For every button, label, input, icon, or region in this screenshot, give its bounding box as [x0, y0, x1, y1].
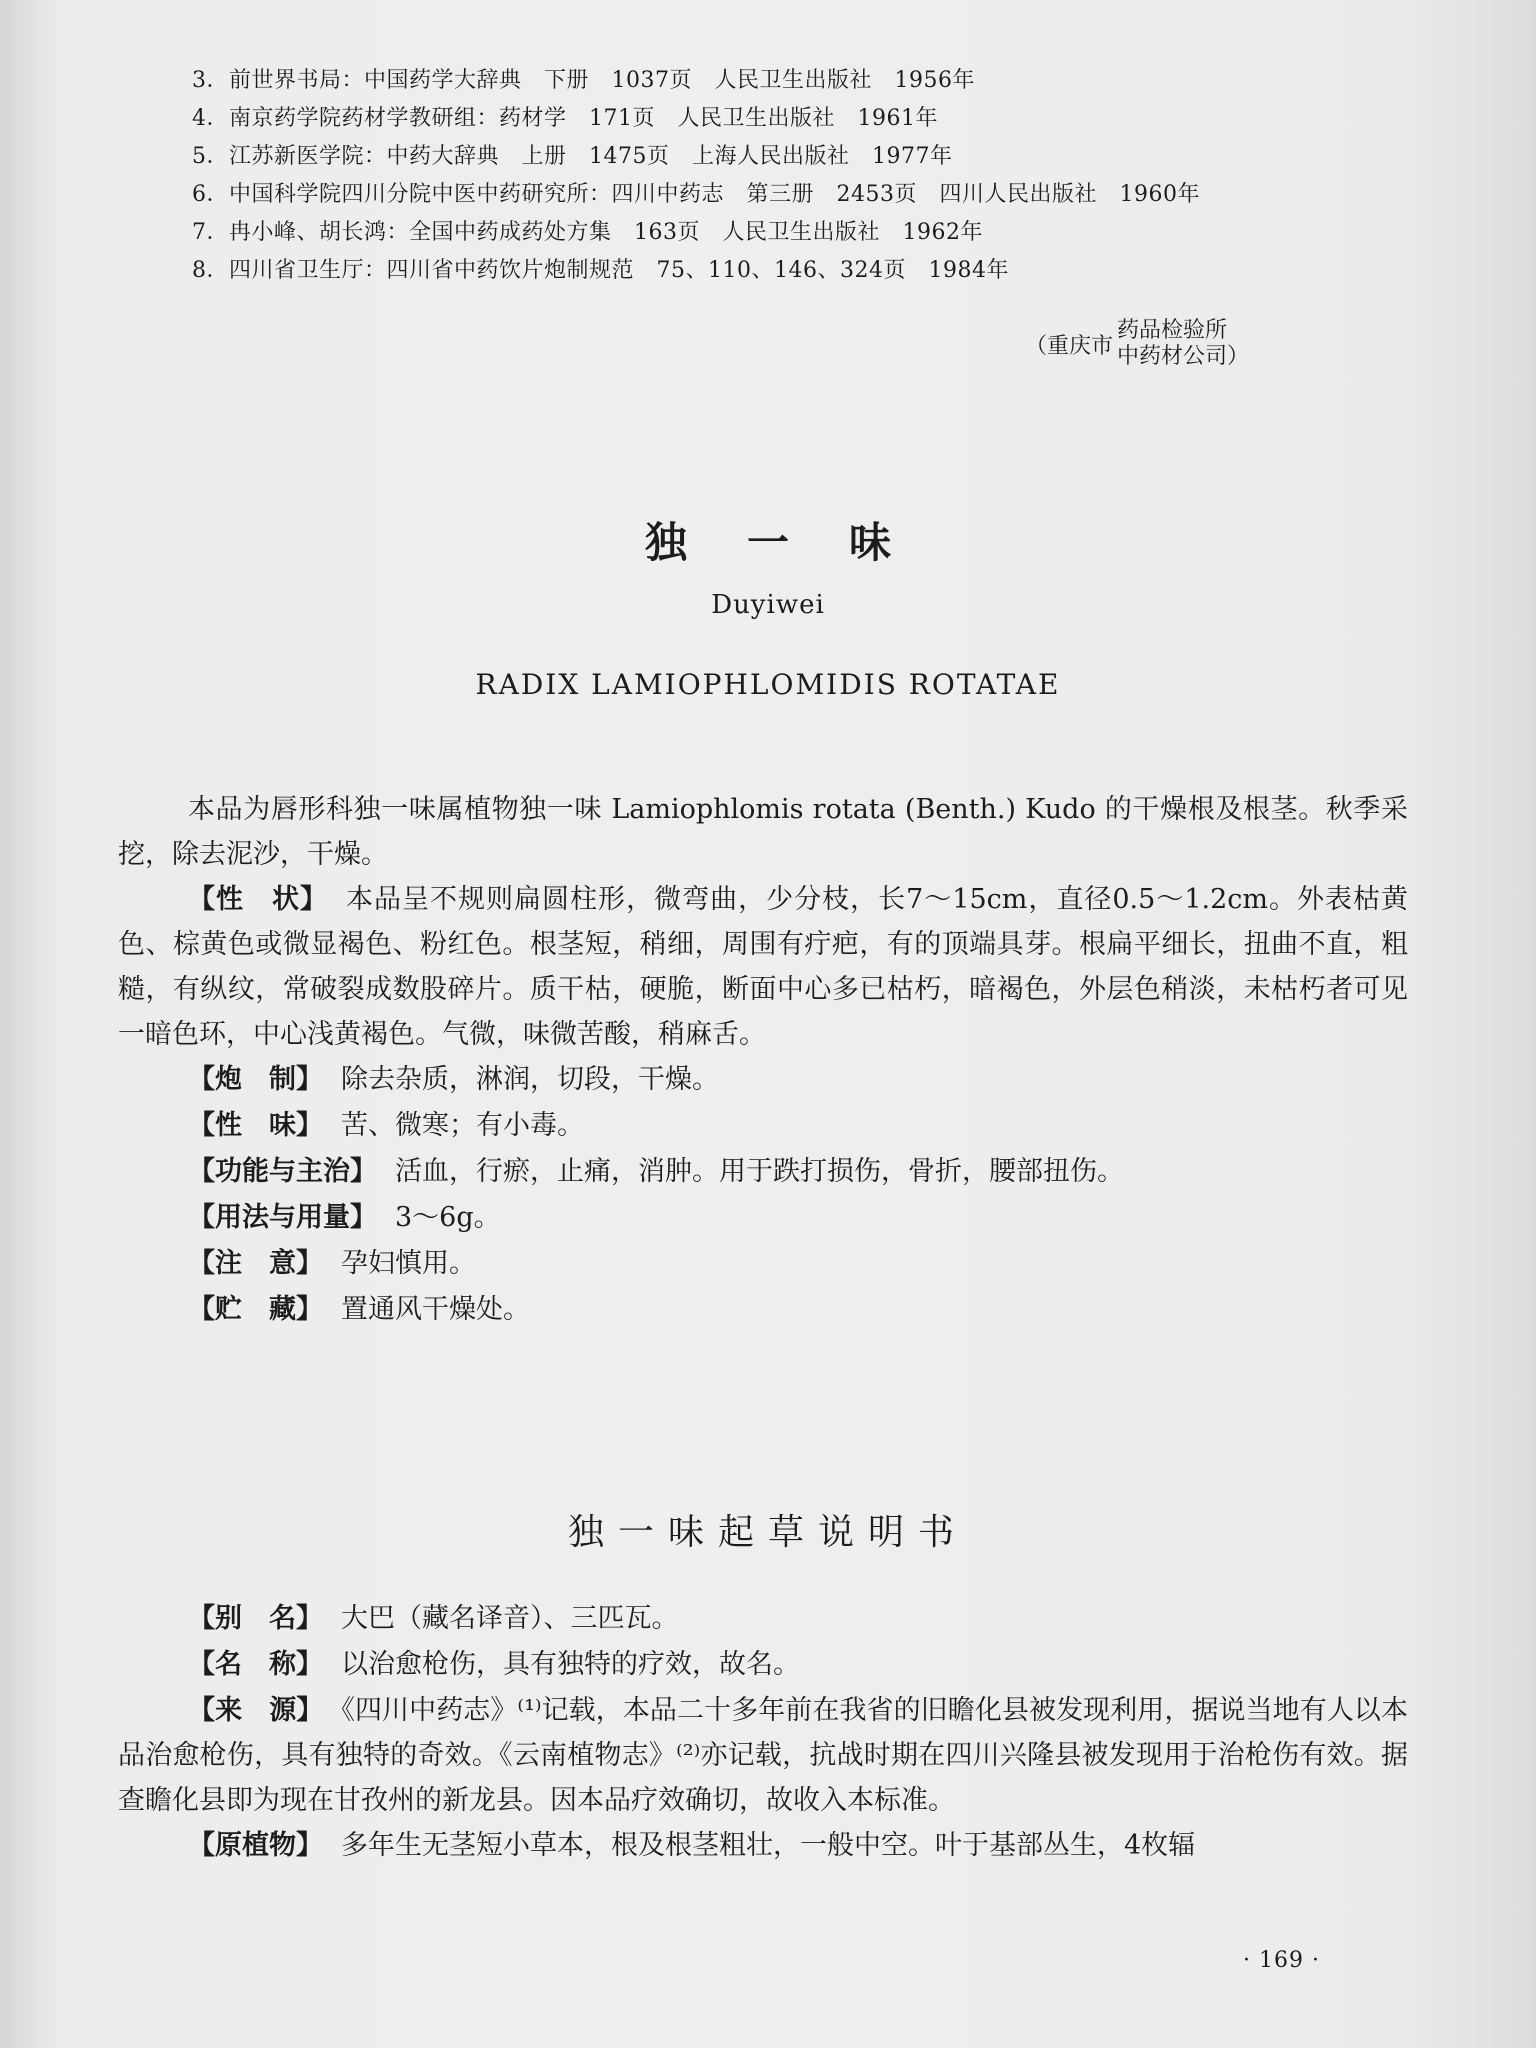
section-text: 苦、微寒；有小毒。	[341, 1110, 584, 1141]
section-tag: 【原植物】	[188, 1830, 323, 1861]
section-plant	[118, 1823, 1408, 1868]
section-source	[118, 1688, 1408, 1823]
section-text: 置通风干燥处。	[341, 1294, 530, 1325]
reference-item: 8．四川省卫生厅：四川省中药饮片炮制规范 75、110、146、324页 1984年	[192, 258, 1009, 283]
section-alias	[118, 1596, 1408, 1642]
reference-item: 3．前世界书局：中国药学大辞典 下册 1037页 人民卫生出版社 1956年	[192, 68, 975, 93]
section-tag: 【来 源】	[188, 1695, 324, 1726]
section-text: 3～6g。	[395, 1202, 501, 1233]
section-taste	[118, 1103, 1408, 1149]
section-tag: 【注 意】	[188, 1248, 323, 1279]
section-caution	[118, 1241, 1408, 1287]
section-description	[118, 877, 1408, 1057]
reference-item: 6．中国科学院四川分院中医中药研究所：四川中药志 第三册 2453页 四川人民出版社 1960年	[192, 182, 1200, 207]
section-tag: 【名 称】	[188, 1649, 323, 1680]
section-text: 除去杂质，淋润，切段，干燥。	[341, 1064, 719, 1095]
section-dosage	[118, 1195, 1408, 1241]
section-tag: 【炮 制】	[188, 1064, 323, 1095]
section-text: 以治愈枪伤，具有独特的疗效，故名。	[341, 1649, 800, 1680]
reference-item: 4．南京药学院药材学教研组：药材学 171页 人民卫生出版社 1961年	[192, 106, 938, 131]
section-tag: 【贮 藏】	[188, 1294, 323, 1325]
reference-item: 7．冉小峰、胡长鸿：全国中药成药处方集 163页 人民卫生出版社 1962年	[192, 220, 983, 245]
section-function	[118, 1149, 1408, 1195]
section-name	[118, 1642, 1408, 1688]
reference-list	[192, 62, 1452, 290]
section-tag: 【用法与用量】	[188, 1202, 377, 1233]
section-text: 《四川中药志》⁽¹⁾记载，本品二十多年前在我省的旧瞻化县被发现利用，据说当地有人以本品治愈枪伤，具有独特的奇效。《云南植物志》⁽²⁾亦记载，抗战时期在四川兴隆县被发现用于治枪伤有效。据查瞻化县即为现在甘孜州的新龙县。因本品疗效确切，故收入本标准。	[118, 1695, 1408, 1816]
section-storage	[118, 1287, 1408, 1333]
page-number: · 169 ·	[1243, 1948, 1320, 1973]
author-affiliation	[1025, 318, 1249, 370]
affiliation-city: （重庆市	[1025, 333, 1114, 359]
reference-item: 5．江苏新医学院：中药大辞典 上册 1475页 上海人民出版社 1977年	[192, 144, 953, 169]
monograph-body	[118, 787, 1408, 1333]
affiliation-org: 中药材公司）	[1117, 344, 1250, 369]
section-tag: 【性 味】	[188, 1110, 323, 1141]
section-processing	[118, 1057, 1408, 1103]
section-tag: 【性 状】	[188, 884, 329, 915]
section-tag: 【功能与主治】	[188, 1156, 377, 1187]
intro-paragraph: 本品为唇形科独一味属植物独一味 Lamiophlomis rotata (Benth.) Kudo 的干燥根及根茎。秋季采挖，除去泥沙，干燥。	[118, 794, 1408, 870]
section-text: 活血，行瘀，止痛，消肿。用于跌打损伤，骨折，腰部扭伤。	[395, 1156, 1124, 1187]
monograph-title: 独一味	[644, 518, 951, 567]
affiliation-org: 药品检验所	[1117, 318, 1228, 343]
section-text: 本品呈不规则扁圆柱形，微弯曲，少分枝，长7～15cm，直径0.5～1.2cm。外表枯黄色、棕黄色或微显褐色、粉红色。根茎短，稍细，周围有疔疤，有的顶端具芽。根扁平细长，扭曲不直，粗糙，有纵纹，常破裂成数股碎片。质干枯，硬脆，断面中心多已枯朽，暗褐色，外层色稍淡，未枯朽者可见一暗色环，中心浅黄褐色。气微，味微苦酸，稍麻舌。	[118, 884, 1408, 1050]
section-text: 多年生无茎短小草本，根及根茎粗壮，一般中空。叶于基部丛生，4枚辐	[341, 1830, 1196, 1861]
monograph-latin-name: RADIX LAMIOPHLOMIDIS ROTATAE	[475, 668, 1061, 701]
monograph-pinyin: Duyiwei	[711, 590, 825, 620]
section-tag: 【别 名】	[188, 1603, 323, 1634]
explanation-title: 独一味起草说明书	[567, 1512, 968, 1553]
explanation-body	[118, 1596, 1408, 1868]
section-text: 大巴（藏名译音）、三匹瓦。	[341, 1603, 679, 1634]
section-text: 孕妇慎用。	[341, 1248, 476, 1279]
